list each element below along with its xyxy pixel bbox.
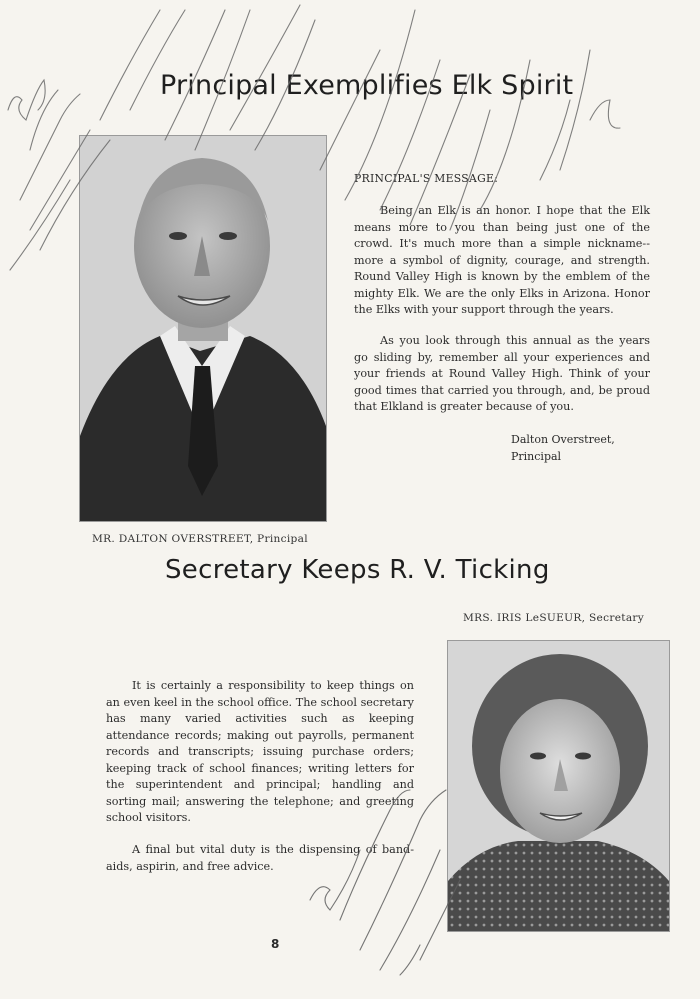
principal-signature bbox=[511, 431, 615, 465]
principal-message-paragraph-2 bbox=[354, 333, 650, 416]
principal-message-text-1: Being an Elk is an honor. I hope that the Elk means more to you than being just one of the crowd. It's much more than a simple nickname--more a symbol of dignity, courage, and strength. Round Valley High is known by the emblem of the mighty Elk. We are the only Elks in Arizona. Honor the Elks with your support through the years. bbox=[354, 204, 650, 316]
principal-message-text-2: As you look through this annual as the years go sliding by, remember all your experiences and your friends at Round Valley High. Think of your good times that carried you through, and, be proud that Elkland is greater because of you. bbox=[354, 334, 650, 413]
principal-headline: Principal Exemplifies Elk Spirit bbox=[160, 70, 574, 101]
principal-photo bbox=[79, 135, 327, 522]
signature-title: Principal bbox=[511, 450, 562, 463]
secretary-headline: Secretary Keeps R. V. Ticking bbox=[165, 555, 550, 585]
secretary-text-2: A final but vital duty is the dispensing of band-aids, aspirin, and free advice. bbox=[106, 843, 414, 873]
page-number: 8 bbox=[271, 937, 280, 951]
principal-photo-caption: MR. DALTON OVERSTREET, Principal bbox=[92, 533, 308, 545]
principal-message-paragraph-1 bbox=[354, 203, 650, 319]
principal-message-label: PRINCIPAL'S MESSAGE: bbox=[354, 172, 499, 185]
secretary-photo-caption: MRS. IRIS LeSUEUR, Secretary bbox=[463, 612, 645, 624]
secretary-paragraph-1 bbox=[106, 678, 414, 827]
secretary-text-1: It is certainly a responsibility to keep things on an even keel in the school office. The school secretary has many varied activities such as keeping attendance records; making out payrolls, permanent records and transcripts; issuing purchase orders; keeping track of school finances; writing letters for the superintendent and principal; handling and sorting mail; answering the telephone; and greeting school visitors. bbox=[106, 679, 414, 824]
secretary-paragraph-2 bbox=[106, 842, 414, 875]
signature-name: Dalton Overstreet, bbox=[511, 433, 615, 446]
secretary-photo bbox=[447, 640, 670, 932]
